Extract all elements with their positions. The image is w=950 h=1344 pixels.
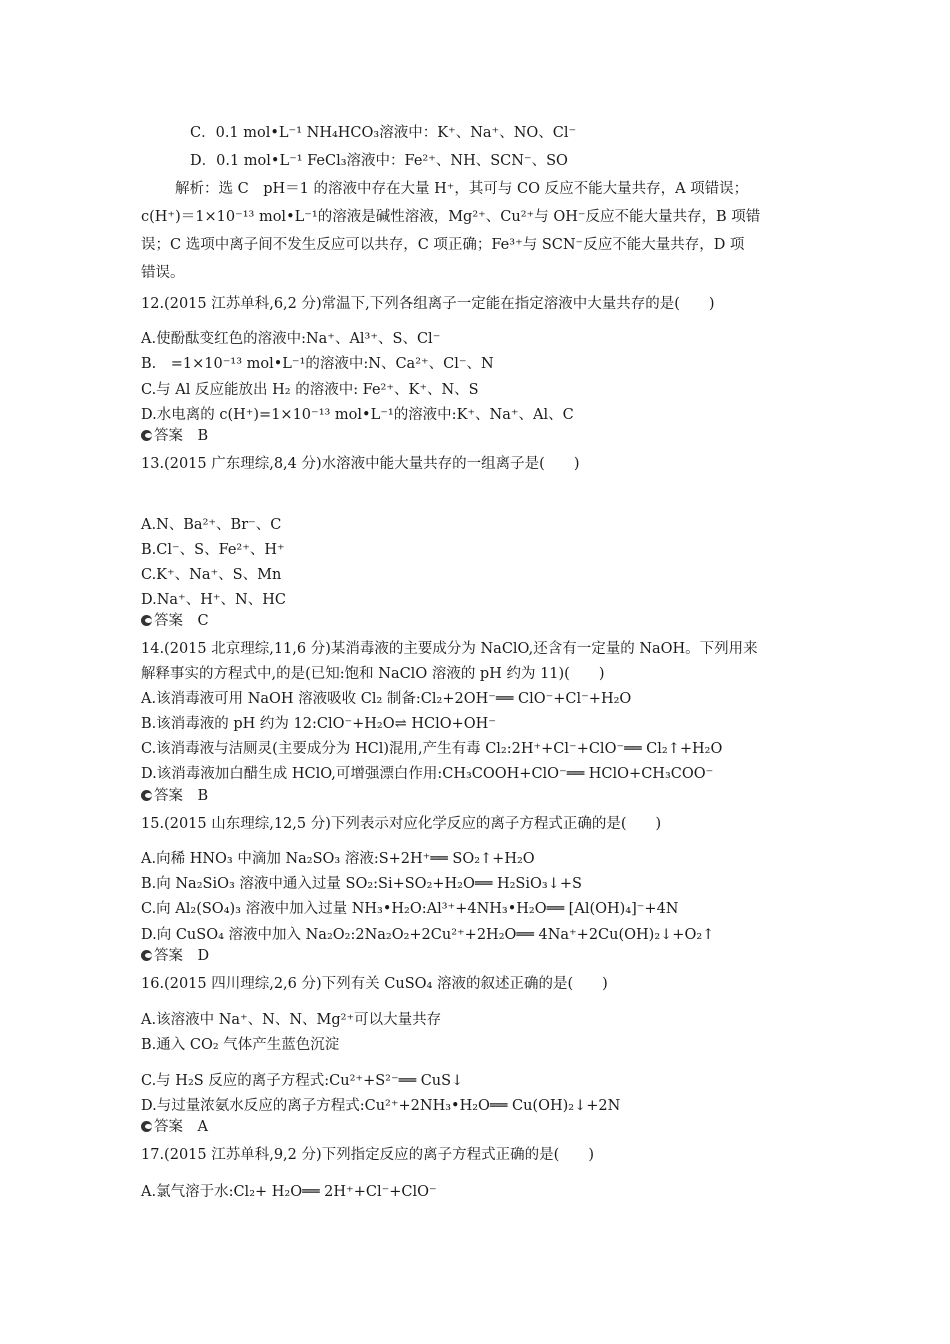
analysis-line-2: c(H⁺)＝1×10⁻¹³ mol•L⁻¹的溶液是碱性溶液，Mg²⁺、Cu²⁺与 OH⁻反应不能大量共存，B 项错 <box>141 209 761 225</box>
answer-16: 答案 A <box>141 1117 208 1137</box>
question-14-option-a: A.该消毒液可用 NaOH 溶液吸收 Cl₂ 制备:Cl₂+2OH⁻══ ClO⁻+Cl⁻+H₂O <box>141 691 632 707</box>
question-14-line-2: 解释事实的方程式中,的是(已知:饱和 NaClO 溶液的 pH 约为 11)( ) <box>141 666 605 682</box>
question-13-option-b: B.Cl⁻、S、Fe²⁺、H⁺ <box>141 542 285 558</box>
question-15-option-d: D.向 CuSO₄ 溶液中加入 Na₂O₂:2Na₂O₂+2Cu²⁺+2H₂O══ 4Na⁺+2Cu(OH)₂↓+O₂↑ <box>141 927 715 943</box>
question-13-option-a: A.N、Ba²⁺、Br⁻、C <box>141 517 282 533</box>
answer-15: 答案 D <box>141 946 209 966</box>
question-12-option-d: D.水电离的 c(H⁺)=1×10⁻¹³ mol•L⁻¹的溶液中:K⁺、Na⁺、Al、C <box>141 407 574 423</box>
question-14-option-b: B.该消毒液的 pH 约为 12:ClO⁻+H₂O⇌ HClO+OH⁻ <box>141 716 496 732</box>
question-13-option-c: C.K⁺、Na⁺、S、Mn <box>141 567 282 583</box>
question-14-option-c: C.该消毒液与洁厕灵(主要成分为 HCl)混用,产生有毒 Cl₂:2H⁺+Cl⁻+ClO⁻══ Cl₂↑+H₂O <box>141 741 723 757</box>
question-15-option-b: B.向 Na₂SiO₃ 溶液中通入过量 SO₂:Si+SO₂+H₂O══ H₂SiO₃↓+S <box>141 876 582 892</box>
question-15-option-a: A.向稀 HNO₃ 中滴加 Na₂SO₃ 溶液:S+2H⁺══ SO₂↑+H₂O <box>141 851 535 867</box>
answer-13: 答案 C <box>141 611 209 631</box>
question-16-option-d: D.与过量浓氨水反应的离子方程式:Cu²⁺+2NH₃•H₂O══ Cu(OH)₂↓+2N <box>141 1098 621 1114</box>
answer-marker-icon <box>141 615 152 626</box>
answer-marker-icon <box>141 430 152 441</box>
analysis-line-1: 解析：选 C pH＝1 的溶液中存在大量 H⁺，其可与 CO 反应不能大量共存，A 项错误； <box>175 181 749 197</box>
question-12-option-a: A.使酚酞变红色的溶液中:Na⁺、Al³⁺、S、Cl⁻ <box>141 331 441 347</box>
question-16-option-b: B.通入 CO₂ 气体产生蓝色沉淀 <box>141 1037 340 1053</box>
question-17-option-a: A.氯气溶于水:Cl₂+ H₂O══ 2H⁺+Cl⁻+ClO⁻ <box>141 1184 437 1200</box>
answer-12: 答案 B <box>141 426 208 446</box>
analysis-line-4: 错误。 <box>141 265 185 281</box>
question-16: 16.(2015 四川理综,2,6 分)下列有关 CuSO₄ 溶液的叙述正确的是( ) <box>141 976 608 992</box>
answer-marker-icon <box>141 790 152 801</box>
question-17: 17.(2015 江苏单科,9,2 分)下列指定反应的离子方程式正确的是( ) <box>141 1147 594 1163</box>
question-12: 12.(2015 江苏单科,6,2 分)常温下,下列各组离子一定能在指定溶液中大量共存的是( ) <box>141 296 715 312</box>
question-16-option-c: C.与 H₂S 反应的离子方程式:Cu²⁺+S²⁻══ CuS↓ <box>141 1073 464 1089</box>
answer-14: 答案 B <box>141 786 208 806</box>
question-14: 14.(2015 北京理综,11,6 分)某消毒液的主要成分为 NaClO,还含有一定量的 NaOH。下列用来 <box>141 641 758 657</box>
answer-marker-icon <box>141 1121 152 1132</box>
analysis-line-3: 误；C 选项中离子间不发生反应可以共存，C 项正确；Fe³⁺与 SCN⁻反应不能大量共存，D 项 <box>141 237 745 253</box>
question-13: 13.(2015 广东理综,8,4 分)水溶液中能大量共存的一组离子是( ) <box>141 456 580 472</box>
question-14-option-d: D.该消毒液加白醋生成 HClO,可增强漂白作用:CH₃COOH+ClO⁻══ HClO+CH₃COO⁻ <box>141 766 714 782</box>
answer-marker-icon <box>141 950 152 961</box>
question-13-option-d: D.Na⁺、H⁺、N、HC <box>141 592 286 608</box>
question-15: 15.(2015 山东理综,12,5 分)下列表示对应化学反应的离子方程式正确的是( ) <box>141 816 662 832</box>
question-16-option-a: A.该溶液中 Na⁺、N、N、Mg²⁺可以大量共存 <box>141 1012 442 1028</box>
question-15-option-c: C.向 Al₂(SO₄)₃ 溶液中加入过量 NH₃•H₂O:Al³⁺+4NH₃•H₂O══ [Al(OH)₄]⁻+4N <box>141 901 679 917</box>
option-c-11: C．0.1 mol•L⁻¹ NH₄HCO₃溶液中：K⁺、Na⁺、NO、Cl⁻ <box>190 125 577 141</box>
question-12-option-b: B. =1×10⁻¹³ mol•L⁻¹的溶液中:N、Ca²⁺、Cl⁻、N <box>141 356 494 372</box>
option-d-11: D．0.1 mol•L⁻¹ FeCl₃溶液中：Fe²⁺、NH、SCN⁻、SO <box>190 153 568 169</box>
question-12-option-c: C.与 Al 反应能放出 H₂ 的溶液中: Fe²⁺、K⁺、N、S <box>141 382 479 398</box>
